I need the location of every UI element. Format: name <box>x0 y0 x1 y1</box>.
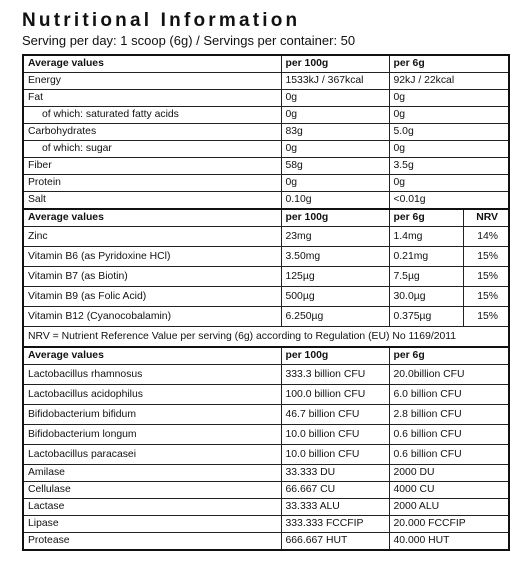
table-row <box>23 482 509 499</box>
section3-header-row <box>23 347 509 365</box>
value-per-100g: 333.3 billion CFU <box>281 365 389 385</box>
value-per-100g: 6.250µg <box>281 307 389 327</box>
nutrient-name: Salt <box>23 192 281 210</box>
value-per-100g: 333.333 FCCFIP <box>281 516 389 533</box>
table-row <box>23 499 509 516</box>
value-per-100g: 1533kJ / 367kcal <box>281 73 389 90</box>
ingredient-name: Lactobacillus rhamnosus <box>23 365 281 385</box>
table-row <box>23 516 509 533</box>
value-per-100g: 46.7 billion CFU <box>281 405 389 425</box>
value-per-100g: 33.333 DU <box>281 465 389 482</box>
table-row <box>23 385 509 405</box>
value-per-6g: 0g <box>389 107 509 124</box>
ingredient-name: Amilase <box>23 465 281 482</box>
value-nrv: 15% <box>463 247 509 267</box>
value-per-6g: 3.5g <box>389 158 509 175</box>
value-per-6g: <0.01g <box>389 192 509 210</box>
nutrient-name: of which: saturated fatty acids <box>23 107 281 124</box>
value-per-6g: 0.21mg <box>389 247 463 267</box>
value-per-100g: 666.667 HUT <box>281 533 389 551</box>
nutrient-name: Vitamin B7 (as Biotin) <box>23 267 281 287</box>
label-title: Nutritional Information <box>22 10 301 31</box>
ingredient-name: Lactase <box>23 499 281 516</box>
table-row <box>23 533 509 551</box>
value-per-6g: 0g <box>389 90 509 107</box>
value-per-100g: 66.667 CU <box>281 482 389 499</box>
table-row <box>23 307 509 327</box>
value-per-6g: 5.0g <box>389 124 509 141</box>
col-header-per-100g: per 100g <box>281 209 389 227</box>
nutrition-table <box>22 54 510 551</box>
value-per-100g: 0g <box>281 90 389 107</box>
table-row <box>23 247 509 267</box>
value-per-100g: 10.0 billion CFU <box>281 445 389 465</box>
value-nrv: 15% <box>463 287 509 307</box>
col-header-per-100g: per 100g <box>281 55 389 73</box>
value-per-100g: 0.10g <box>281 192 389 210</box>
value-per-6g: 0g <box>389 175 509 192</box>
table-row <box>23 192 509 210</box>
table-row <box>23 405 509 425</box>
value-per-100g: 23mg <box>281 227 389 247</box>
table-row <box>23 465 509 482</box>
ingredient-name: Bifidobacterium longum <box>23 425 281 445</box>
table-row <box>23 107 509 124</box>
section2-header-row <box>23 209 509 227</box>
value-per-6g: 20.0billion CFU <box>389 365 509 385</box>
value-per-6g: 7.5µg <box>389 267 463 287</box>
value-per-6g: 0.6 billion CFU <box>389 445 509 465</box>
value-nrv: 15% <box>463 307 509 327</box>
nutrient-name: Fat <box>23 90 281 107</box>
nutrient-name: Vitamin B6 (as Pyridoxine HCl) <box>23 247 281 267</box>
value-per-6g: 2000 DU <box>389 465 509 482</box>
nrv-note-row <box>23 327 509 348</box>
nutrient-name: Zinc <box>23 227 281 247</box>
col-header-average-values: Average values <box>23 347 281 365</box>
value-per-6g: 2.8 billion CFU <box>389 405 509 425</box>
col-header-average-values: Average values <box>23 55 281 73</box>
col-header-per-6g: per 6g <box>389 55 509 73</box>
col-header-nrv: NRV <box>463 209 509 227</box>
nutrient-name: Protein <box>23 175 281 192</box>
ingredient-name: Lactobacillus acidophilus <box>23 385 281 405</box>
value-per-6g: 0g <box>389 141 509 158</box>
table-row <box>23 158 509 175</box>
table-row <box>23 227 509 247</box>
value-per-100g: 33.333 ALU <box>281 499 389 516</box>
value-per-6g: 20.000 FCCFIP <box>389 516 509 533</box>
value-per-6g: 1.4mg <box>389 227 463 247</box>
ingredient-name: Bifidobacterium bifidum <box>23 405 281 425</box>
table-row <box>23 425 509 445</box>
value-per-6g: 92kJ / 22kcal <box>389 73 509 90</box>
col-header-average-values: Average values <box>23 209 281 227</box>
col-header-per-6g: per 6g <box>389 209 463 227</box>
section1-header-row <box>23 55 509 73</box>
value-per-100g: 3.50mg <box>281 247 389 267</box>
nutrient-name: of which: sugar <box>23 141 281 158</box>
value-per-6g: 30.0µg <box>389 287 463 307</box>
nrv-footnote: NRV = Nutrient Reference Value per serving (6g) according to Regulation (EU) No 1169/2011 <box>23 327 509 348</box>
nutrient-name: Vitamin B9 (as Folic Acid) <box>23 287 281 307</box>
table-row <box>23 267 509 287</box>
ingredient-name: Lactobacillus paracasei <box>23 445 281 465</box>
value-per-6g: 2000 ALU <box>389 499 509 516</box>
nutrient-name: Energy <box>23 73 281 90</box>
serving-info: Serving per day: 1 scoop (6g) / Servings per container: 50 <box>22 33 356 48</box>
table-row <box>23 141 509 158</box>
table-row <box>23 365 509 385</box>
value-per-6g: 0.375µg <box>389 307 463 327</box>
table-row <box>23 287 509 307</box>
value-per-6g: 40.000 HUT <box>389 533 509 551</box>
value-per-100g: 0g <box>281 107 389 124</box>
table-row <box>23 445 509 465</box>
ingredient-name: Lipase <box>23 516 281 533</box>
nutrition-label <box>22 10 498 551</box>
value-per-100g: 100.0 billion CFU <box>281 385 389 405</box>
col-header-per-6g: per 6g <box>389 347 509 365</box>
nutrition-table-body <box>23 55 509 550</box>
value-per-6g: 0.6 billion CFU <box>389 425 509 445</box>
value-per-100g: 500µg <box>281 287 389 307</box>
value-per-100g: 125µg <box>281 267 389 287</box>
table-row <box>23 73 509 90</box>
value-per-6g: 4000 CU <box>389 482 509 499</box>
value-per-100g: 0g <box>281 141 389 158</box>
nutrient-name: Fiber <box>23 158 281 175</box>
nutrient-name: Carbohydrates <box>23 124 281 141</box>
table-row <box>23 124 509 141</box>
value-nrv: 14% <box>463 227 509 247</box>
nutrient-name: Vitamin B12 (Cyanocobalamin) <box>23 307 281 327</box>
table-row <box>23 90 509 107</box>
value-nrv: 15% <box>463 267 509 287</box>
value-per-100g: 10.0 billion CFU <box>281 425 389 445</box>
value-per-6g: 6.0 billion CFU <box>389 385 509 405</box>
ingredient-name: Protease <box>23 533 281 551</box>
value-per-100g: 0g <box>281 175 389 192</box>
table-row <box>23 175 509 192</box>
value-per-100g: 58g <box>281 158 389 175</box>
value-per-100g: 83g <box>281 124 389 141</box>
ingredient-name: Cellulase <box>23 482 281 499</box>
col-header-per-100g: per 100g <box>281 347 389 365</box>
